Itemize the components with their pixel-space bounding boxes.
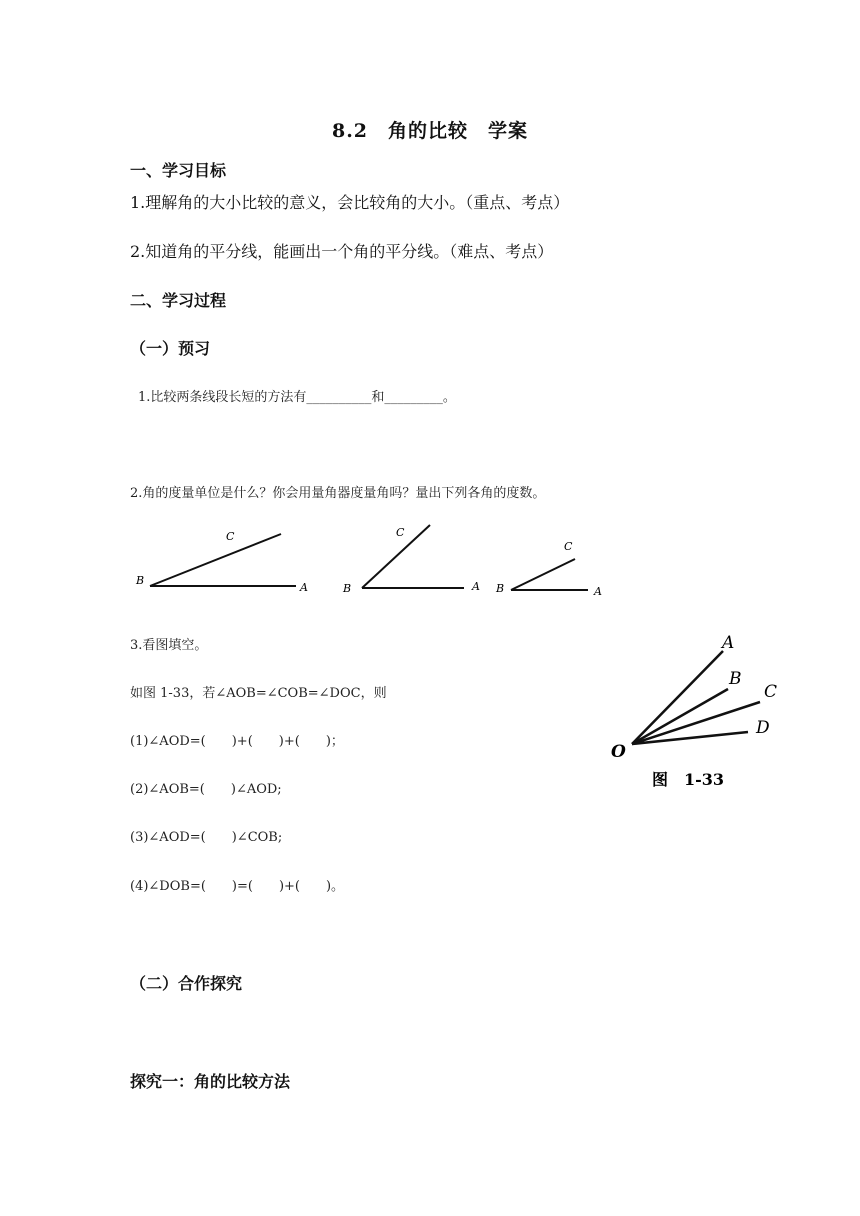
- goal-item-1: 1.理解角的大小比较的意义，会比较角的大小。（重点、考点）: [130, 193, 570, 212]
- label-b: B: [496, 582, 505, 595]
- label-c: C: [564, 540, 573, 553]
- question-3-item-2: (2)∠AOB=( )∠AOD;: [130, 782, 282, 797]
- angle-figures: [128, 518, 618, 606]
- angle-figure-3: [495, 540, 602, 598]
- question-3-item-3: (3)∠AOD=( )∠COB;: [130, 830, 283, 845]
- label-c: C: [226, 530, 235, 543]
- figure-caption: 图 1-33: [652, 770, 725, 789]
- label-a: A: [722, 633, 735, 653]
- angle-figure-1: [135, 530, 308, 594]
- label-a: A: [594, 585, 602, 598]
- label-d: D: [756, 718, 770, 738]
- subsection-heading-preview: （一）预习: [130, 339, 211, 358]
- question-3: 3.看图填空。: [130, 638, 208, 653]
- subsection-heading-cooperation: （二）合作探究: [130, 974, 243, 993]
- label-b: B: [729, 669, 742, 689]
- angle-figure-2: [342, 525, 480, 595]
- question-3-item-4: (4)∠DOB=( )=( )+( )。: [130, 879, 345, 894]
- label-a: A: [472, 580, 480, 593]
- page-title: 8.2 角的比较 学案: [331, 120, 529, 142]
- label-o: O: [611, 742, 626, 762]
- label-b: B: [343, 582, 352, 595]
- question-3-intro: 如图 1-33，若∠AOB=∠COB=∠DOC，则: [130, 686, 387, 701]
- question-3-item-1: (1)∠AOD=( )+( )+( )；: [130, 734, 344, 749]
- label-b: B: [136, 574, 145, 587]
- label-a: A: [300, 581, 308, 594]
- section-heading-process: 二、学习过程: [130, 291, 227, 310]
- label-c: C: [764, 682, 778, 702]
- goal-item-2: 2.知道角的平分线，能画出一个角的平分线。（难点、考点）: [130, 242, 554, 261]
- question-2: 2.角的度量单位是什么？你会用量角器度量角吗？量出下列各角的度数。: [130, 486, 546, 501]
- question-1: 1.比较两条线段长短的方法有__________和_________。: [138, 390, 456, 405]
- section-heading-goals: 一、学习目标: [130, 161, 227, 180]
- label-c: C: [396, 526, 405, 539]
- explore-heading-1: 探究一：角的比较方法: [130, 1072, 291, 1091]
- figure-1-33: [600, 626, 800, 796]
